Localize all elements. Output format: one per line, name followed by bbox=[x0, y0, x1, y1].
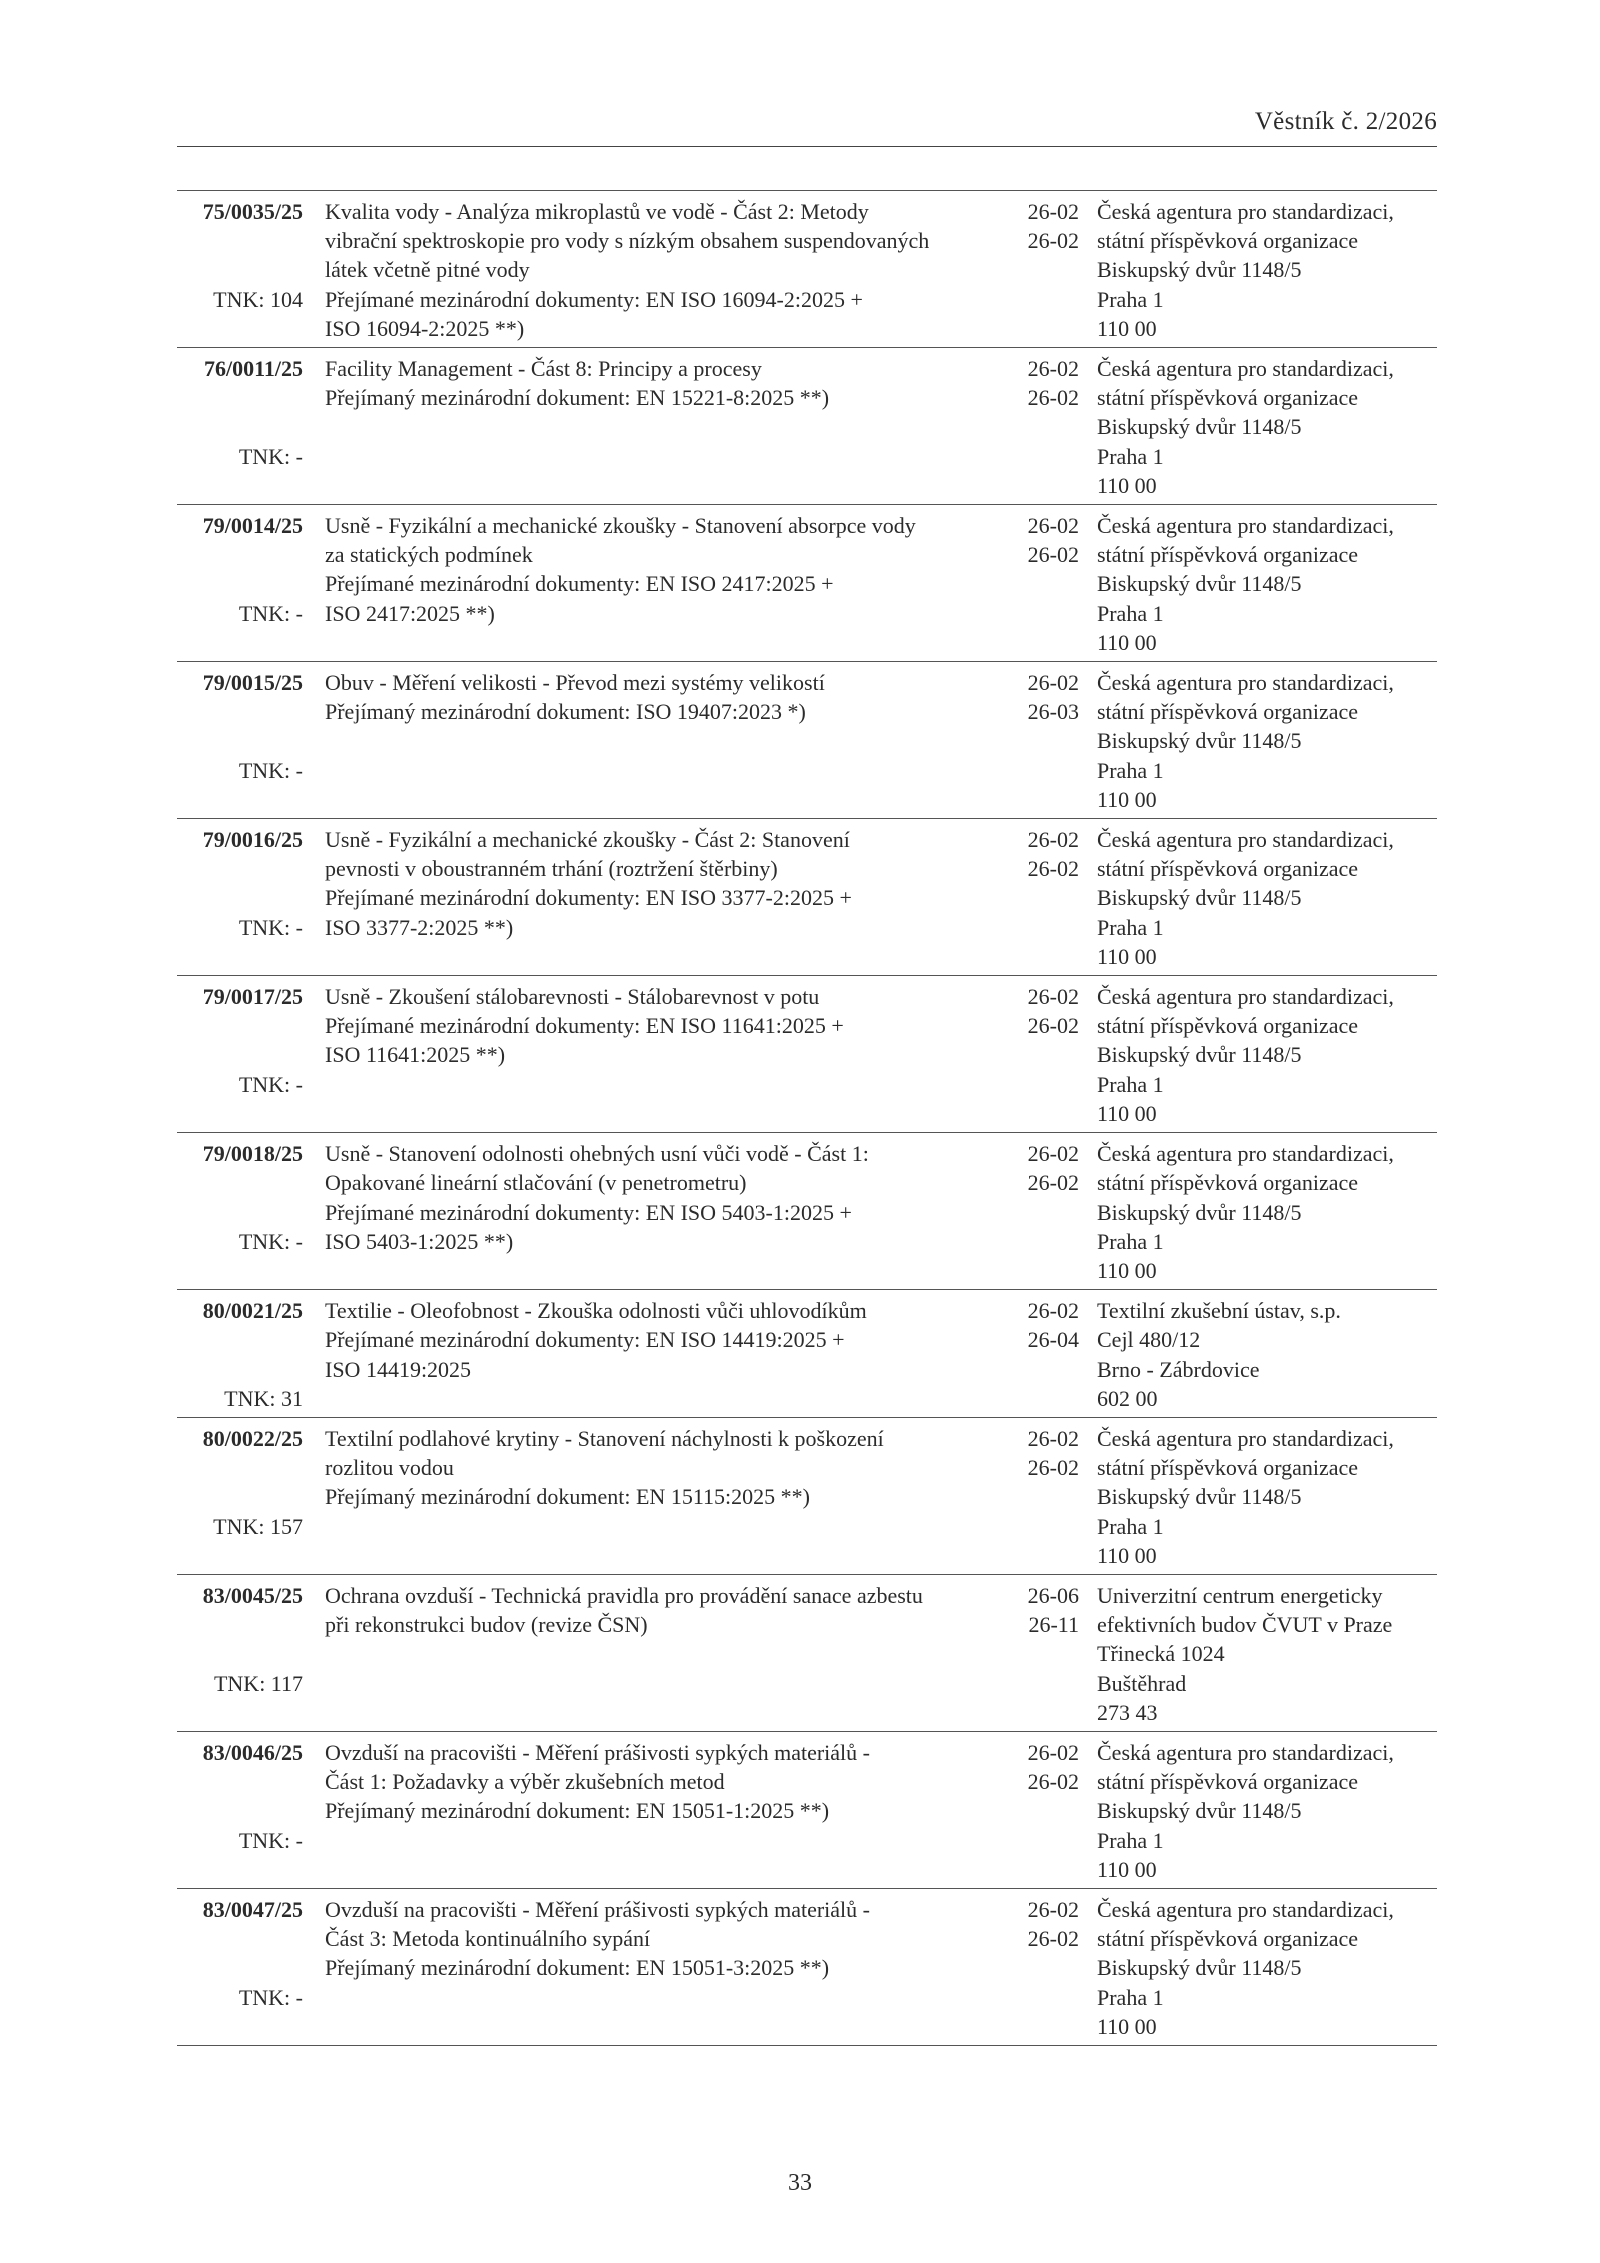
row-id-cell bbox=[177, 354, 303, 500]
organization-line: Praha 1 bbox=[1097, 914, 1164, 940]
date-value: 26-02 bbox=[1027, 670, 1079, 696]
table-row bbox=[177, 1133, 1437, 1290]
tnk-label: TNK: 104 bbox=[213, 286, 303, 312]
date-value: 26-02 bbox=[1027, 1926, 1079, 1952]
dates-cell bbox=[1017, 825, 1079, 883]
organization-line: Česká agentura pro standardizaci, bbox=[1097, 670, 1394, 696]
organization-line: Česká agentura pro standardizaci, bbox=[1097, 1896, 1394, 1922]
organization-line: efektivních budov ČVUT v Praze bbox=[1097, 1612, 1393, 1638]
organization-cell bbox=[1097, 1581, 1437, 1727]
date-value: 26-02 bbox=[1027, 1896, 1079, 1922]
title-cell bbox=[325, 1139, 995, 1285]
standard-number: 79/0014/25 bbox=[202, 513, 303, 539]
title-line: ISO 2417:2025 **) bbox=[325, 600, 495, 626]
organization-line: Praha 1 bbox=[1097, 1071, 1164, 1097]
date-value: 26-02 bbox=[1027, 385, 1079, 411]
organization-cell bbox=[1097, 1424, 1437, 1570]
organization-line: 110 00 bbox=[1097, 943, 1157, 969]
row-id-cell bbox=[177, 825, 303, 971]
date-value: 26-02 bbox=[1027, 1298, 1079, 1324]
title-line: Obuv - Měření velikosti - Převod mezi systémy velikostí bbox=[325, 670, 825, 696]
row-id-cell bbox=[177, 982, 303, 1128]
title-line: Přejímaný mezinárodní dokument: EN 15115:2025 **) bbox=[325, 1484, 810, 1510]
organization-line: státní příspěvková organizace bbox=[1097, 1455, 1359, 1481]
title-line: vibrační spektroskopie pro vody s nízkým obsahem suspendovaných bbox=[325, 228, 930, 254]
table-row bbox=[177, 1575, 1437, 1732]
standard-number: 80/0021/25 bbox=[202, 1298, 303, 1324]
title-line: Přejímaný mezinárodní dokument: EN 15051-1:2025 **) bbox=[325, 1798, 830, 1824]
organization-line: Buštěhrad bbox=[1097, 1670, 1187, 1696]
organization-line: 273 43 bbox=[1097, 1699, 1158, 1725]
title-line: ISO 11641:2025 **) bbox=[325, 1042, 506, 1068]
organization-line: 110 00 bbox=[1097, 1257, 1157, 1283]
standard-number: 79/0016/25 bbox=[202, 827, 303, 853]
tnk-label: TNK: - bbox=[238, 1071, 303, 1097]
row-id-cell bbox=[177, 197, 303, 343]
organization-cell bbox=[1097, 668, 1437, 814]
organization-line: Česká agentura pro standardizaci, bbox=[1097, 984, 1394, 1010]
title-line: Přejímaný mezinárodní dokument: ISO 19407:2023 *) bbox=[325, 699, 806, 725]
table-row bbox=[177, 348, 1437, 505]
organization-line: státní příspěvková organizace bbox=[1097, 542, 1359, 568]
date-value: 26-02 bbox=[1027, 228, 1079, 254]
title-cell bbox=[325, 1738, 995, 1884]
organization-line: Biskupský dvůr 1148/5 bbox=[1097, 414, 1302, 440]
title-line: Usně - Zkoušení stálobarevnosti - Stálobarevnost v potu bbox=[325, 984, 820, 1010]
organization-line: Univerzitní centrum energeticky bbox=[1097, 1582, 1383, 1608]
dates-cell bbox=[1017, 982, 1079, 1040]
dates-cell bbox=[1017, 1738, 1079, 1796]
title-line: ISO 5403-1:2025 **) bbox=[325, 1228, 514, 1254]
title-line: Opakované lineární stlačování (v penetrometru) bbox=[325, 1170, 747, 1196]
title-line: látek včetně pitné vody bbox=[325, 257, 530, 283]
organization-line: Praha 1 bbox=[1097, 1827, 1164, 1853]
title-line: Přejímané mezinárodní dokumenty: EN ISO 5403-1:2025 + bbox=[325, 1199, 852, 1225]
date-value: 26-02 bbox=[1027, 1455, 1079, 1481]
table-row bbox=[177, 1889, 1437, 2046]
row-id-cell bbox=[177, 1581, 303, 1727]
date-value: 26-02 bbox=[1027, 356, 1079, 382]
organization-line: Praha 1 bbox=[1097, 1228, 1164, 1254]
tnk-label: TNK: - bbox=[238, 443, 303, 469]
row-id-cell bbox=[177, 1139, 303, 1285]
title-line: Facility Management - Část 8: Principy a procesy bbox=[325, 356, 762, 382]
organization-line: Cejl 480/12 bbox=[1097, 1327, 1201, 1353]
organization-cell bbox=[1097, 982, 1437, 1128]
standard-number: 83/0046/25 bbox=[202, 1739, 303, 1765]
organization-line: státní příspěvková organizace bbox=[1097, 385, 1359, 411]
organization-line: Biskupský dvůr 1148/5 bbox=[1097, 1042, 1302, 1068]
title-line: pevnosti v oboustranném trhání (roztržení štěrbiny) bbox=[325, 856, 778, 882]
organization-line: Česká agentura pro standardizaci, bbox=[1097, 356, 1394, 382]
title-line: Přejímané mezinárodní dokumenty: EN ISO 11641:2025 + bbox=[325, 1013, 844, 1039]
organization-line: státní příspěvková organizace bbox=[1097, 856, 1359, 882]
organization-line: Textilní zkušební ústav, s.p. bbox=[1097, 1298, 1341, 1324]
organization-line: 110 00 bbox=[1097, 472, 1157, 498]
title-line: Přejímaný mezinárodní dokument: EN 15051-3:2025 **) bbox=[325, 1955, 830, 1981]
tnk-label: TNK: - bbox=[238, 600, 303, 626]
date-value: 26-02 bbox=[1027, 984, 1079, 1010]
organization-line: Biskupský dvůr 1148/5 bbox=[1097, 1199, 1302, 1225]
organization-line: státní příspěvková organizace bbox=[1097, 1013, 1359, 1039]
date-value: 26-02 bbox=[1027, 1425, 1079, 1451]
title-line: Usně - Fyzikální a mechanické zkoušky - Část 2: Stanovení bbox=[325, 827, 850, 853]
date-value: 26-02 bbox=[1027, 1170, 1079, 1196]
page-header: Věstník č. 2/2026 bbox=[1254, 108, 1437, 135]
title-line: Přejímané mezinárodní dokumenty: EN ISO 2417:2025 + bbox=[325, 571, 834, 597]
dates-cell bbox=[1017, 1581, 1079, 1639]
title-line: Usně - Fyzikální a mechanické zkoušky - Stanovení absorpce vody bbox=[325, 513, 916, 539]
title-line: Přejímané mezinárodní dokumenty: EN ISO 3377-2:2025 + bbox=[325, 885, 852, 911]
date-value: 26-06 bbox=[1027, 1582, 1079, 1608]
organization-line: Česká agentura pro standardizaci, bbox=[1097, 1141, 1394, 1167]
table-row bbox=[177, 1290, 1437, 1418]
organization-line: státní příspěvková organizace bbox=[1097, 699, 1359, 725]
standard-number: 76/0011/25 bbox=[203, 356, 303, 382]
organization-line: Praha 1 bbox=[1097, 600, 1164, 626]
title-cell bbox=[325, 825, 995, 971]
date-value: 26-02 bbox=[1027, 856, 1079, 882]
standard-number: 79/0018/25 bbox=[202, 1141, 303, 1167]
table-row bbox=[177, 1418, 1437, 1575]
date-value: 26-02 bbox=[1027, 199, 1079, 224]
organization-line: 602 00 bbox=[1097, 1385, 1158, 1411]
dates-cell bbox=[1017, 1895, 1079, 1953]
organization-line: Česká agentura pro standardizaci, bbox=[1097, 513, 1394, 539]
standard-number: 79/0015/25 bbox=[202, 670, 303, 696]
title-line: Textilní podlahové krytiny - Stanovení náchylnosti k poškození bbox=[325, 1425, 884, 1451]
standard-number: 83/0047/25 bbox=[202, 1896, 303, 1922]
row-id-cell bbox=[177, 1738, 303, 1884]
organization-line: 110 00 bbox=[1097, 315, 1157, 341]
tnk-label: TNK: - bbox=[238, 914, 303, 940]
organization-line: 110 00 bbox=[1097, 2013, 1157, 2039]
date-value: 26-02 bbox=[1027, 542, 1079, 568]
organization-line: Praha 1 bbox=[1097, 1513, 1164, 1539]
organization-line: 110 00 bbox=[1097, 786, 1157, 812]
organization-line: Biskupský dvůr 1148/5 bbox=[1097, 1955, 1302, 1981]
title-cell bbox=[325, 1424, 995, 1570]
organization-cell bbox=[1097, 825, 1437, 971]
title-line: za statických podmínek bbox=[325, 542, 533, 568]
organization-line: Biskupský dvůr 1148/5 bbox=[1097, 1484, 1302, 1510]
title-line: Kvalita vody - Analýza mikroplastů ve vodě - Část 2: Metody bbox=[325, 199, 869, 224]
standard-number: 79/0017/25 bbox=[202, 984, 303, 1010]
organization-line: Biskupský dvůr 1148/5 bbox=[1097, 728, 1302, 754]
tnk-label: TNK: - bbox=[238, 1984, 303, 2010]
title-cell bbox=[325, 197, 995, 343]
dates-cell bbox=[1017, 354, 1079, 412]
title-line: Textilie - Oleofobnost - Zkouška odolnosti vůči uhlovodíkům bbox=[325, 1298, 867, 1324]
organization-line: Biskupský dvůr 1148/5 bbox=[1097, 1798, 1302, 1824]
standard-number: 83/0045/25 bbox=[202, 1582, 303, 1608]
date-value: 26-03 bbox=[1027, 699, 1079, 725]
organization-line: státní příspěvková organizace bbox=[1097, 1769, 1359, 1795]
organization-line: státní příspěvková organizace bbox=[1097, 228, 1359, 254]
dates-cell bbox=[1017, 668, 1079, 726]
title-line: při rekonstrukci budov (revize ČSN) bbox=[325, 1612, 648, 1638]
title-line: Přejímané mezinárodní dokumenty: EN ISO 16094-2:2025 + bbox=[325, 286, 863, 312]
table-row bbox=[177, 662, 1437, 819]
organization-line: Praha 1 bbox=[1097, 443, 1164, 469]
organization-line: Praha 1 bbox=[1097, 286, 1164, 312]
organization-line: Biskupský dvůr 1148/5 bbox=[1097, 571, 1302, 597]
row-id-cell bbox=[177, 511, 303, 657]
table-row bbox=[177, 190, 1437, 348]
organization-line: Biskupský dvůr 1148/5 bbox=[1097, 885, 1302, 911]
title-line: Přejímané mezinárodní dokumenty: EN ISO 14419:2025 + bbox=[325, 1327, 845, 1353]
organization-line: Česká agentura pro standardizaci, bbox=[1097, 1739, 1394, 1765]
organization-line: Česká agentura pro standardizaci, bbox=[1097, 1425, 1394, 1451]
organization-line: Praha 1 bbox=[1097, 1984, 1164, 2010]
tnk-label: TNK: 157 bbox=[213, 1513, 303, 1539]
organization-line: 110 00 bbox=[1097, 1856, 1157, 1882]
title-cell bbox=[325, 1895, 995, 2041]
table-row bbox=[177, 819, 1437, 976]
title-line: ISO 3377-2:2025 **) bbox=[325, 914, 514, 940]
dates-cell bbox=[1017, 1424, 1079, 1482]
organization-cell bbox=[1097, 354, 1437, 500]
title-line: Ovzduší na pracovišti - Měření prášivosti sypkých materiálů - bbox=[325, 1896, 870, 1922]
tnk-label: TNK: 31 bbox=[224, 1385, 303, 1411]
tnk-label: TNK: 117 bbox=[213, 1670, 303, 1696]
organization-line: Česká agentura pro standardizaci, bbox=[1097, 827, 1394, 853]
organization-cell bbox=[1097, 1296, 1437, 1413]
organization-cell bbox=[1097, 197, 1437, 343]
tnk-label: TNK: - bbox=[238, 1228, 303, 1254]
organization-line: 110 00 bbox=[1097, 1100, 1157, 1126]
page-number: 33 bbox=[788, 2170, 812, 2196]
title-cell bbox=[325, 982, 995, 1128]
title-cell bbox=[325, 1296, 995, 1413]
dates-cell bbox=[1017, 511, 1079, 569]
standard-number: 75/0035/25 bbox=[202, 199, 303, 224]
organization-line: 110 00 bbox=[1097, 629, 1157, 655]
title-cell bbox=[325, 511, 995, 657]
title-cell bbox=[325, 1581, 995, 1727]
organization-line: Třinecká 1024 bbox=[1097, 1641, 1225, 1667]
date-value: 26-02 bbox=[1027, 1769, 1079, 1795]
title-cell bbox=[325, 668, 995, 814]
organization-line: státní příspěvková organizace bbox=[1097, 1170, 1359, 1196]
organization-line: Biskupský dvůr 1148/5 bbox=[1097, 257, 1302, 283]
date-value: 26-02 bbox=[1027, 513, 1079, 539]
organization-cell bbox=[1097, 1738, 1437, 1884]
title-line: rozlitou vodou bbox=[325, 1455, 454, 1481]
row-id-cell bbox=[177, 1296, 303, 1413]
row-id-cell bbox=[177, 1895, 303, 2041]
organization-cell bbox=[1097, 1139, 1437, 1285]
dates-cell bbox=[1017, 197, 1079, 255]
organization-cell bbox=[1097, 1895, 1437, 2041]
date-value: 26-02 bbox=[1027, 827, 1079, 853]
date-value: 26-02 bbox=[1027, 1141, 1079, 1167]
date-value: 26-11 bbox=[1028, 1612, 1079, 1638]
title-line: Ovzduší na pracovišti - Měření prášivosti sypkých materiálů - bbox=[325, 1739, 870, 1765]
tnk-label: TNK: - bbox=[238, 757, 303, 783]
date-value: 26-04 bbox=[1027, 1327, 1079, 1353]
table-row bbox=[177, 505, 1437, 662]
table-row bbox=[177, 976, 1437, 1133]
dates-cell bbox=[1017, 1139, 1079, 1197]
organization-cell bbox=[1097, 511, 1437, 657]
row-id-cell bbox=[177, 1424, 303, 1570]
date-value: 26-02 bbox=[1027, 1739, 1079, 1765]
row-id-cell bbox=[177, 668, 303, 814]
title-cell bbox=[325, 354, 995, 500]
title-line: Přejímaný mezinárodní dokument: EN 15221-8:2025 **) bbox=[325, 385, 830, 411]
title-line: Usně - Stanovení odolnosti ohebných usní vůči vodě - Část 1: bbox=[325, 1141, 869, 1167]
organization-line: 110 00 bbox=[1097, 1542, 1157, 1568]
title-line: Ochrana ovzduší - Technická pravidla pro provádění sanace azbestu bbox=[325, 1582, 923, 1608]
title-line: ISO 14419:2025 bbox=[325, 1356, 472, 1382]
organization-line: Brno - Zábrdovice bbox=[1097, 1356, 1260, 1382]
organization-line: státní příspěvková organizace bbox=[1097, 1926, 1359, 1952]
table-row bbox=[177, 1732, 1437, 1889]
tnk-label: TNK: - bbox=[238, 1827, 303, 1853]
title-line: ISO 16094-2:2025 **) bbox=[325, 315, 525, 341]
title-line: Část 1: Požadavky a výběr zkušebních metod bbox=[325, 1769, 725, 1795]
standard-number: 80/0022/25 bbox=[202, 1425, 303, 1451]
date-value: 26-02 bbox=[1027, 1013, 1079, 1039]
organization-line: Česká agentura pro standardizaci, bbox=[1097, 199, 1394, 224]
organization-line: Praha 1 bbox=[1097, 757, 1164, 783]
header-rule bbox=[177, 146, 1437, 147]
standards-table bbox=[177, 190, 1437, 2046]
dates-cell bbox=[1017, 1296, 1079, 1354]
title-line: Část 3: Metoda kontinuálního sypání bbox=[325, 1926, 651, 1952]
